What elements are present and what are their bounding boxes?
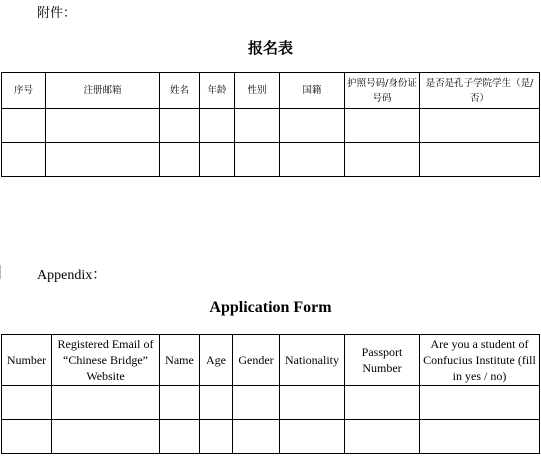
table-cell[interactable] (233, 420, 280, 454)
table-cell[interactable] (46, 143, 160, 177)
header-cell-passport: Passport Number (345, 335, 420, 386)
table-cell[interactable] (420, 420, 540, 454)
header-cell-age: 年龄 (200, 73, 235, 109)
table-cell[interactable] (420, 386, 540, 420)
annex-label-cn: 附件： (37, 6, 77, 21)
header-cell-nationality: 国籍 (280, 73, 345, 109)
table-cell[interactable] (235, 109, 280, 143)
table-row (2, 386, 540, 420)
header-cell-number: 序号 (2, 73, 46, 109)
table-cell[interactable] (160, 386, 200, 420)
table-cell[interactable] (345, 386, 420, 420)
table-cell[interactable] (280, 386, 345, 420)
table-cell[interactable] (235, 143, 280, 177)
table-cell[interactable] (160, 143, 200, 177)
header-cell-passport: 护照号码/身份证号码 (345, 73, 420, 109)
table-cell[interactable] (52, 420, 160, 454)
table-cell[interactable] (200, 386, 233, 420)
header-cell-nationality: Nationality (280, 335, 345, 386)
table-row (2, 143, 540, 177)
table-cell[interactable] (420, 143, 540, 177)
table-cell[interactable] (2, 420, 52, 454)
annex-label-en: Appendix： (37, 268, 107, 283)
table-cell[interactable] (345, 109, 420, 143)
table-cell[interactable] (280, 109, 345, 143)
table-header-row (2, 335, 540, 386)
table-cell[interactable] (200, 109, 235, 143)
header-cell-gender: 性别 (235, 73, 280, 109)
form-title-cn: 报名表 (247, 39, 293, 57)
table-cell[interactable] (200, 420, 233, 454)
table-header-row (2, 73, 540, 109)
table-cell[interactable] (420, 109, 540, 143)
form-title-en: Application Form (209, 299, 332, 316)
table-cell[interactable] (46, 109, 160, 143)
table-row (2, 109, 540, 143)
header-cell-number: Number (2, 335, 52, 386)
header-cell-email: 注册邮箱 (46, 73, 160, 109)
header-cell-ci-student: 是否是孔子学院学生（是/否） (420, 73, 540, 109)
table-cell[interactable] (160, 109, 200, 143)
table-cell[interactable] (160, 420, 200, 454)
header-cell-gender: Gender (233, 335, 280, 386)
header-cell-name: Name (160, 335, 200, 386)
margin-mark (0, 265, 2, 279)
table-cell[interactable] (2, 109, 46, 143)
application-table-en (1, 334, 540, 454)
table-cell[interactable] (345, 420, 420, 454)
header-cell-email: Registered Email of “Chinese Bridge” Website (52, 335, 160, 386)
table-cell[interactable] (2, 386, 52, 420)
table-cell[interactable] (2, 143, 46, 177)
header-cell-age: Age (200, 335, 233, 386)
header-cell-ci-student: Are you a student of Confucius Institute (fill in yes / no) (420, 335, 540, 386)
table-cell[interactable] (52, 386, 160, 420)
table-cell[interactable] (280, 143, 345, 177)
table-cell[interactable] (200, 143, 235, 177)
application-table-cn (1, 72, 540, 177)
table-cell[interactable] (233, 386, 280, 420)
table-row (2, 420, 540, 454)
table-cell[interactable] (345, 143, 420, 177)
table-cell[interactable] (280, 420, 345, 454)
header-cell-name: 姓名 (160, 73, 200, 109)
